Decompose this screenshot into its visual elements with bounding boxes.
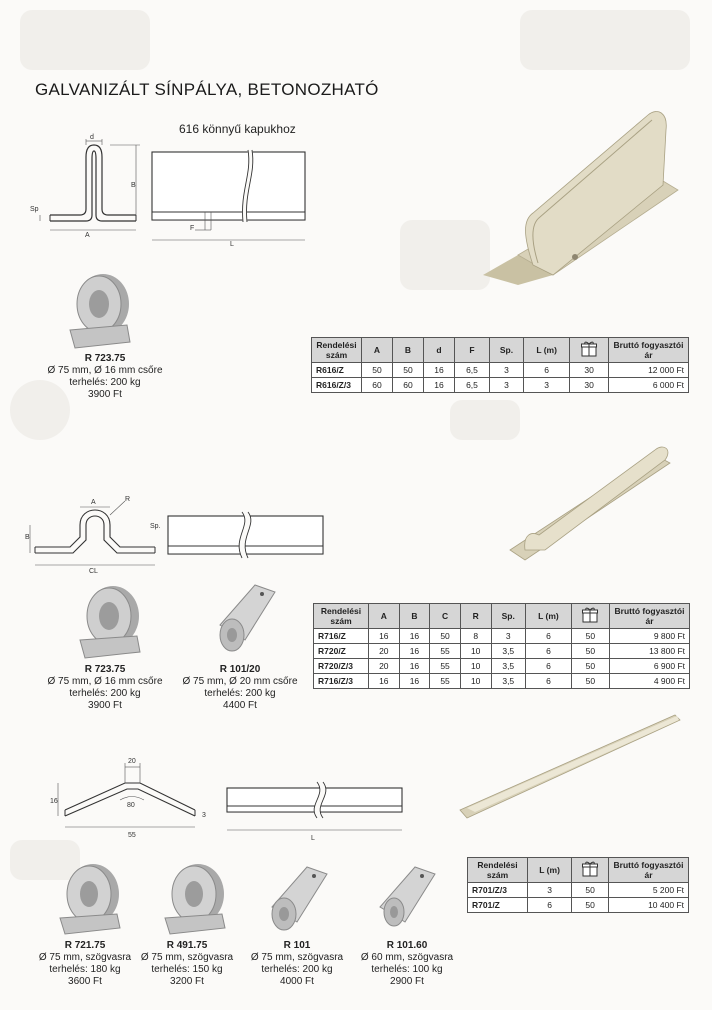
table-row bbox=[468, 898, 689, 913]
wheel-spec: Ø 75 mm, szögvasra bbox=[140, 952, 234, 963]
cell: R616/Z bbox=[312, 363, 362, 378]
col-header: Bruttó fogyasztói ár bbox=[609, 858, 689, 883]
cell: R716/Z bbox=[314, 629, 369, 644]
cell: R720/Z/3 bbox=[314, 659, 369, 674]
wheel-code: R 723.75 bbox=[84, 353, 126, 364]
wheel-price: 4000 Ft bbox=[280, 976, 314, 987]
cell: 50 bbox=[572, 898, 609, 913]
cell: 50 bbox=[571, 629, 609, 644]
wheel-caption-r491-75 bbox=[132, 940, 242, 988]
page-subtitle: 616 könnyű kapukhoz bbox=[179, 122, 296, 136]
col-header: Rendelési szám bbox=[468, 858, 528, 883]
cell: 16 bbox=[369, 674, 400, 689]
wheel-spec: Ø 60 mm, szögvasra bbox=[360, 952, 454, 963]
wheel-image-r723-75 bbox=[65, 270, 135, 350]
cell: 55 bbox=[430, 674, 461, 689]
table-header-row bbox=[468, 858, 689, 883]
dim-label-a: A bbox=[85, 232, 90, 239]
rail-profile-drawing-1 bbox=[30, 135, 150, 250]
cell: 16 bbox=[399, 644, 430, 659]
spec-table-1 bbox=[311, 337, 689, 393]
rail-product-image-1 bbox=[478, 105, 688, 295]
dim-label-l: L bbox=[230, 241, 234, 248]
dim-label-55: 55 bbox=[128, 832, 136, 839]
cell: 16 bbox=[399, 659, 430, 674]
rail-side-drawing-1 bbox=[150, 150, 310, 250]
col-header: B bbox=[393, 338, 424, 363]
ghost-shape bbox=[20, 10, 150, 70]
cell: R701/Z bbox=[468, 898, 528, 913]
cell: 20 bbox=[369, 644, 400, 659]
cell: 50 bbox=[362, 363, 393, 378]
cell: 3 bbox=[523, 378, 569, 393]
cell: 50 bbox=[571, 644, 609, 659]
cell: 6 000 Ft bbox=[609, 378, 689, 393]
cell: 50 bbox=[572, 883, 609, 898]
cell: 55 bbox=[430, 644, 461, 659]
cell: 13 800 Ft bbox=[610, 644, 690, 659]
cell: 50 bbox=[571, 659, 609, 674]
table-row bbox=[468, 883, 689, 898]
wheel-price: 2900 Ft bbox=[390, 976, 424, 987]
col-header: L (m) bbox=[526, 604, 572, 629]
cell: 8 bbox=[460, 629, 491, 644]
table-row bbox=[314, 629, 690, 644]
wheel-caption-r721-75 bbox=[30, 940, 140, 988]
col-header: R bbox=[460, 604, 491, 629]
rail-profile-drawing-3 bbox=[50, 755, 215, 840]
cell: 3 bbox=[528, 883, 572, 898]
dim-label-r: R bbox=[125, 496, 131, 503]
rail-profile-drawing-2 bbox=[25, 495, 160, 575]
wheel-load: terhelés: 200 kg bbox=[204, 688, 276, 699]
table-row bbox=[312, 363, 689, 378]
dim-label-16: 16 bbox=[50, 798, 58, 805]
dim-label-sp: Sp bbox=[30, 206, 39, 213]
gift-box-icon bbox=[571, 604, 609, 629]
cell: 3 bbox=[489, 378, 523, 393]
wheel-caption-r101-20 bbox=[175, 664, 305, 712]
wheel-price: 3200 Ft bbox=[170, 976, 204, 987]
wheel-code: R 491.75 bbox=[166, 940, 208, 951]
cell: 50 bbox=[393, 363, 424, 378]
cell: 6 900 Ft bbox=[610, 659, 690, 674]
rail-product-image-3 bbox=[455, 710, 685, 825]
wheel-load: terhelés: 200 kg bbox=[69, 377, 141, 388]
col-header: Sp. bbox=[491, 604, 526, 629]
dim-label-20: 20 bbox=[128, 758, 136, 765]
wheel-image-r491-75 bbox=[160, 858, 230, 938]
ghost-shape bbox=[400, 220, 490, 290]
wheel-load: terhelés: 150 kg bbox=[151, 964, 223, 975]
table-row bbox=[314, 659, 690, 674]
wheel-code: R 101 bbox=[283, 940, 311, 951]
cell: 16 bbox=[399, 674, 430, 689]
wheel-price: 3900 Ft bbox=[88, 700, 122, 711]
cell: 3 bbox=[491, 629, 526, 644]
cell: 10 bbox=[460, 674, 491, 689]
cell: 55 bbox=[430, 659, 461, 674]
cell: 5 200 Ft bbox=[609, 883, 689, 898]
cell: 10 bbox=[460, 644, 491, 659]
cell: 50 bbox=[571, 674, 609, 689]
dim-label-f: F bbox=[190, 225, 195, 232]
dim-label-cl: CL bbox=[89, 568, 98, 575]
wheel-caption-r101 bbox=[242, 940, 352, 988]
dim-label-d: d bbox=[90, 134, 94, 141]
spec-table-2 bbox=[313, 603, 690, 689]
gift-box-icon bbox=[572, 858, 609, 883]
wheel-spec: Ø 75 mm, Ø 20 mm csőre bbox=[182, 676, 298, 687]
wheel-image-r723-75b bbox=[75, 580, 145, 660]
cell: 6 bbox=[528, 898, 572, 913]
wheel-image-r721-75 bbox=[55, 858, 125, 938]
table-row bbox=[312, 378, 689, 393]
dim-label-sp2: Sp. bbox=[150, 523, 161, 530]
col-header: L (m) bbox=[523, 338, 569, 363]
cell: 16 bbox=[424, 378, 455, 393]
cell: 50 bbox=[430, 629, 461, 644]
cell: R720/Z bbox=[314, 644, 369, 659]
wheel-price: 4400 Ft bbox=[223, 700, 257, 711]
table-header-row bbox=[312, 338, 689, 363]
cell: R701/Z/3 bbox=[468, 883, 528, 898]
cell: 20 bbox=[369, 659, 400, 674]
cell: 3 bbox=[489, 363, 523, 378]
wheel-spec: Ø 75 mm, Ø 16 mm csőre bbox=[47, 676, 163, 687]
spec-table-3 bbox=[467, 857, 689, 913]
wheel-image-r101-60 bbox=[370, 862, 440, 937]
cell: R616/Z/3 bbox=[312, 378, 362, 393]
cell: 16 bbox=[424, 363, 455, 378]
col-header: C bbox=[430, 604, 461, 629]
wheel-code: R 101.60 bbox=[386, 940, 428, 951]
col-header: A bbox=[362, 338, 393, 363]
cell: 30 bbox=[570, 378, 609, 393]
wheel-caption-r723-75b bbox=[40, 664, 170, 712]
cell: 9 800 Ft bbox=[610, 629, 690, 644]
wheel-code: R 723.75 bbox=[84, 664, 126, 675]
cell: 16 bbox=[369, 629, 400, 644]
wheel-code: R 721.75 bbox=[64, 940, 106, 951]
col-header: Bruttó fogyasztói ár bbox=[609, 338, 689, 363]
cell: 60 bbox=[393, 378, 424, 393]
wheel-spec: Ø 75 mm, Ø 16 mm csőre bbox=[47, 365, 163, 376]
wheel-image-r101-20 bbox=[210, 580, 280, 660]
dim-label-angle: 80 bbox=[127, 802, 135, 809]
wheel-caption-r723-75 bbox=[40, 353, 170, 401]
wheel-caption-r101-60 bbox=[352, 940, 462, 988]
table-header-row bbox=[314, 604, 690, 629]
wheel-code: R 101/20 bbox=[219, 664, 261, 675]
rail-side-drawing-2 bbox=[150, 510, 330, 565]
cell: 6 bbox=[523, 363, 569, 378]
col-header: d bbox=[424, 338, 455, 363]
dim-label-l3: L bbox=[311, 835, 315, 842]
cell: R716/Z/3 bbox=[314, 674, 369, 689]
wheel-load: terhelés: 100 kg bbox=[371, 964, 443, 975]
dim-label-b: B bbox=[131, 182, 136, 189]
cell: 6 bbox=[526, 629, 572, 644]
col-header: A bbox=[369, 604, 400, 629]
wheel-image-r101 bbox=[262, 862, 332, 937]
cell: 60 bbox=[362, 378, 393, 393]
dim-label-b2: B bbox=[25, 534, 30, 541]
dim-label-3: 3 bbox=[202, 812, 206, 819]
wheel-load: terhelés: 180 kg bbox=[49, 964, 121, 975]
cell: 4 900 Ft bbox=[610, 674, 690, 689]
cell: 16 bbox=[399, 629, 430, 644]
wheel-spec: Ø 75 mm, szögvasra bbox=[38, 952, 132, 963]
ghost-shape bbox=[520, 10, 690, 70]
cell: 3,5 bbox=[491, 644, 526, 659]
ghost-shape bbox=[450, 400, 520, 440]
cell: 3,5 bbox=[491, 659, 526, 674]
col-header: Sp. bbox=[489, 338, 523, 363]
dim-label-a2: A bbox=[91, 499, 96, 506]
table-row bbox=[314, 644, 690, 659]
cell: 6 bbox=[526, 674, 572, 689]
rail-side-drawing-3 bbox=[225, 780, 415, 850]
gift-box-icon bbox=[570, 338, 609, 363]
cell: 6,5 bbox=[455, 378, 490, 393]
cell: 12 000 Ft bbox=[609, 363, 689, 378]
wheel-load: terhelés: 200 kg bbox=[261, 964, 333, 975]
table-row bbox=[314, 674, 690, 689]
rail-product-image-2 bbox=[505, 435, 675, 565]
cell: 3,5 bbox=[491, 674, 526, 689]
col-header: B bbox=[399, 604, 430, 629]
col-header: Bruttó fogyasztói ár bbox=[610, 604, 690, 629]
cell: 6,5 bbox=[455, 363, 490, 378]
wheel-price: 3900 Ft bbox=[88, 389, 122, 400]
wheel-load: terhelés: 200 kg bbox=[69, 688, 141, 699]
col-header: L (m) bbox=[528, 858, 572, 883]
wheel-spec: Ø 75 mm, szögvasra bbox=[250, 952, 344, 963]
col-header: Rendelési szám bbox=[312, 338, 362, 363]
cell: 6 bbox=[526, 659, 572, 674]
cell: 6 bbox=[526, 644, 572, 659]
col-header: Rendelési szám bbox=[314, 604, 369, 629]
col-header: F bbox=[455, 338, 490, 363]
page-title: GALVANIZÁLT SÍNPÁLYA, BETONOZHATÓ bbox=[35, 80, 379, 99]
cell: 10 bbox=[460, 659, 491, 674]
cell: 30 bbox=[570, 363, 609, 378]
wheel-price: 3600 Ft bbox=[68, 976, 102, 987]
cell: 10 400 Ft bbox=[609, 898, 689, 913]
